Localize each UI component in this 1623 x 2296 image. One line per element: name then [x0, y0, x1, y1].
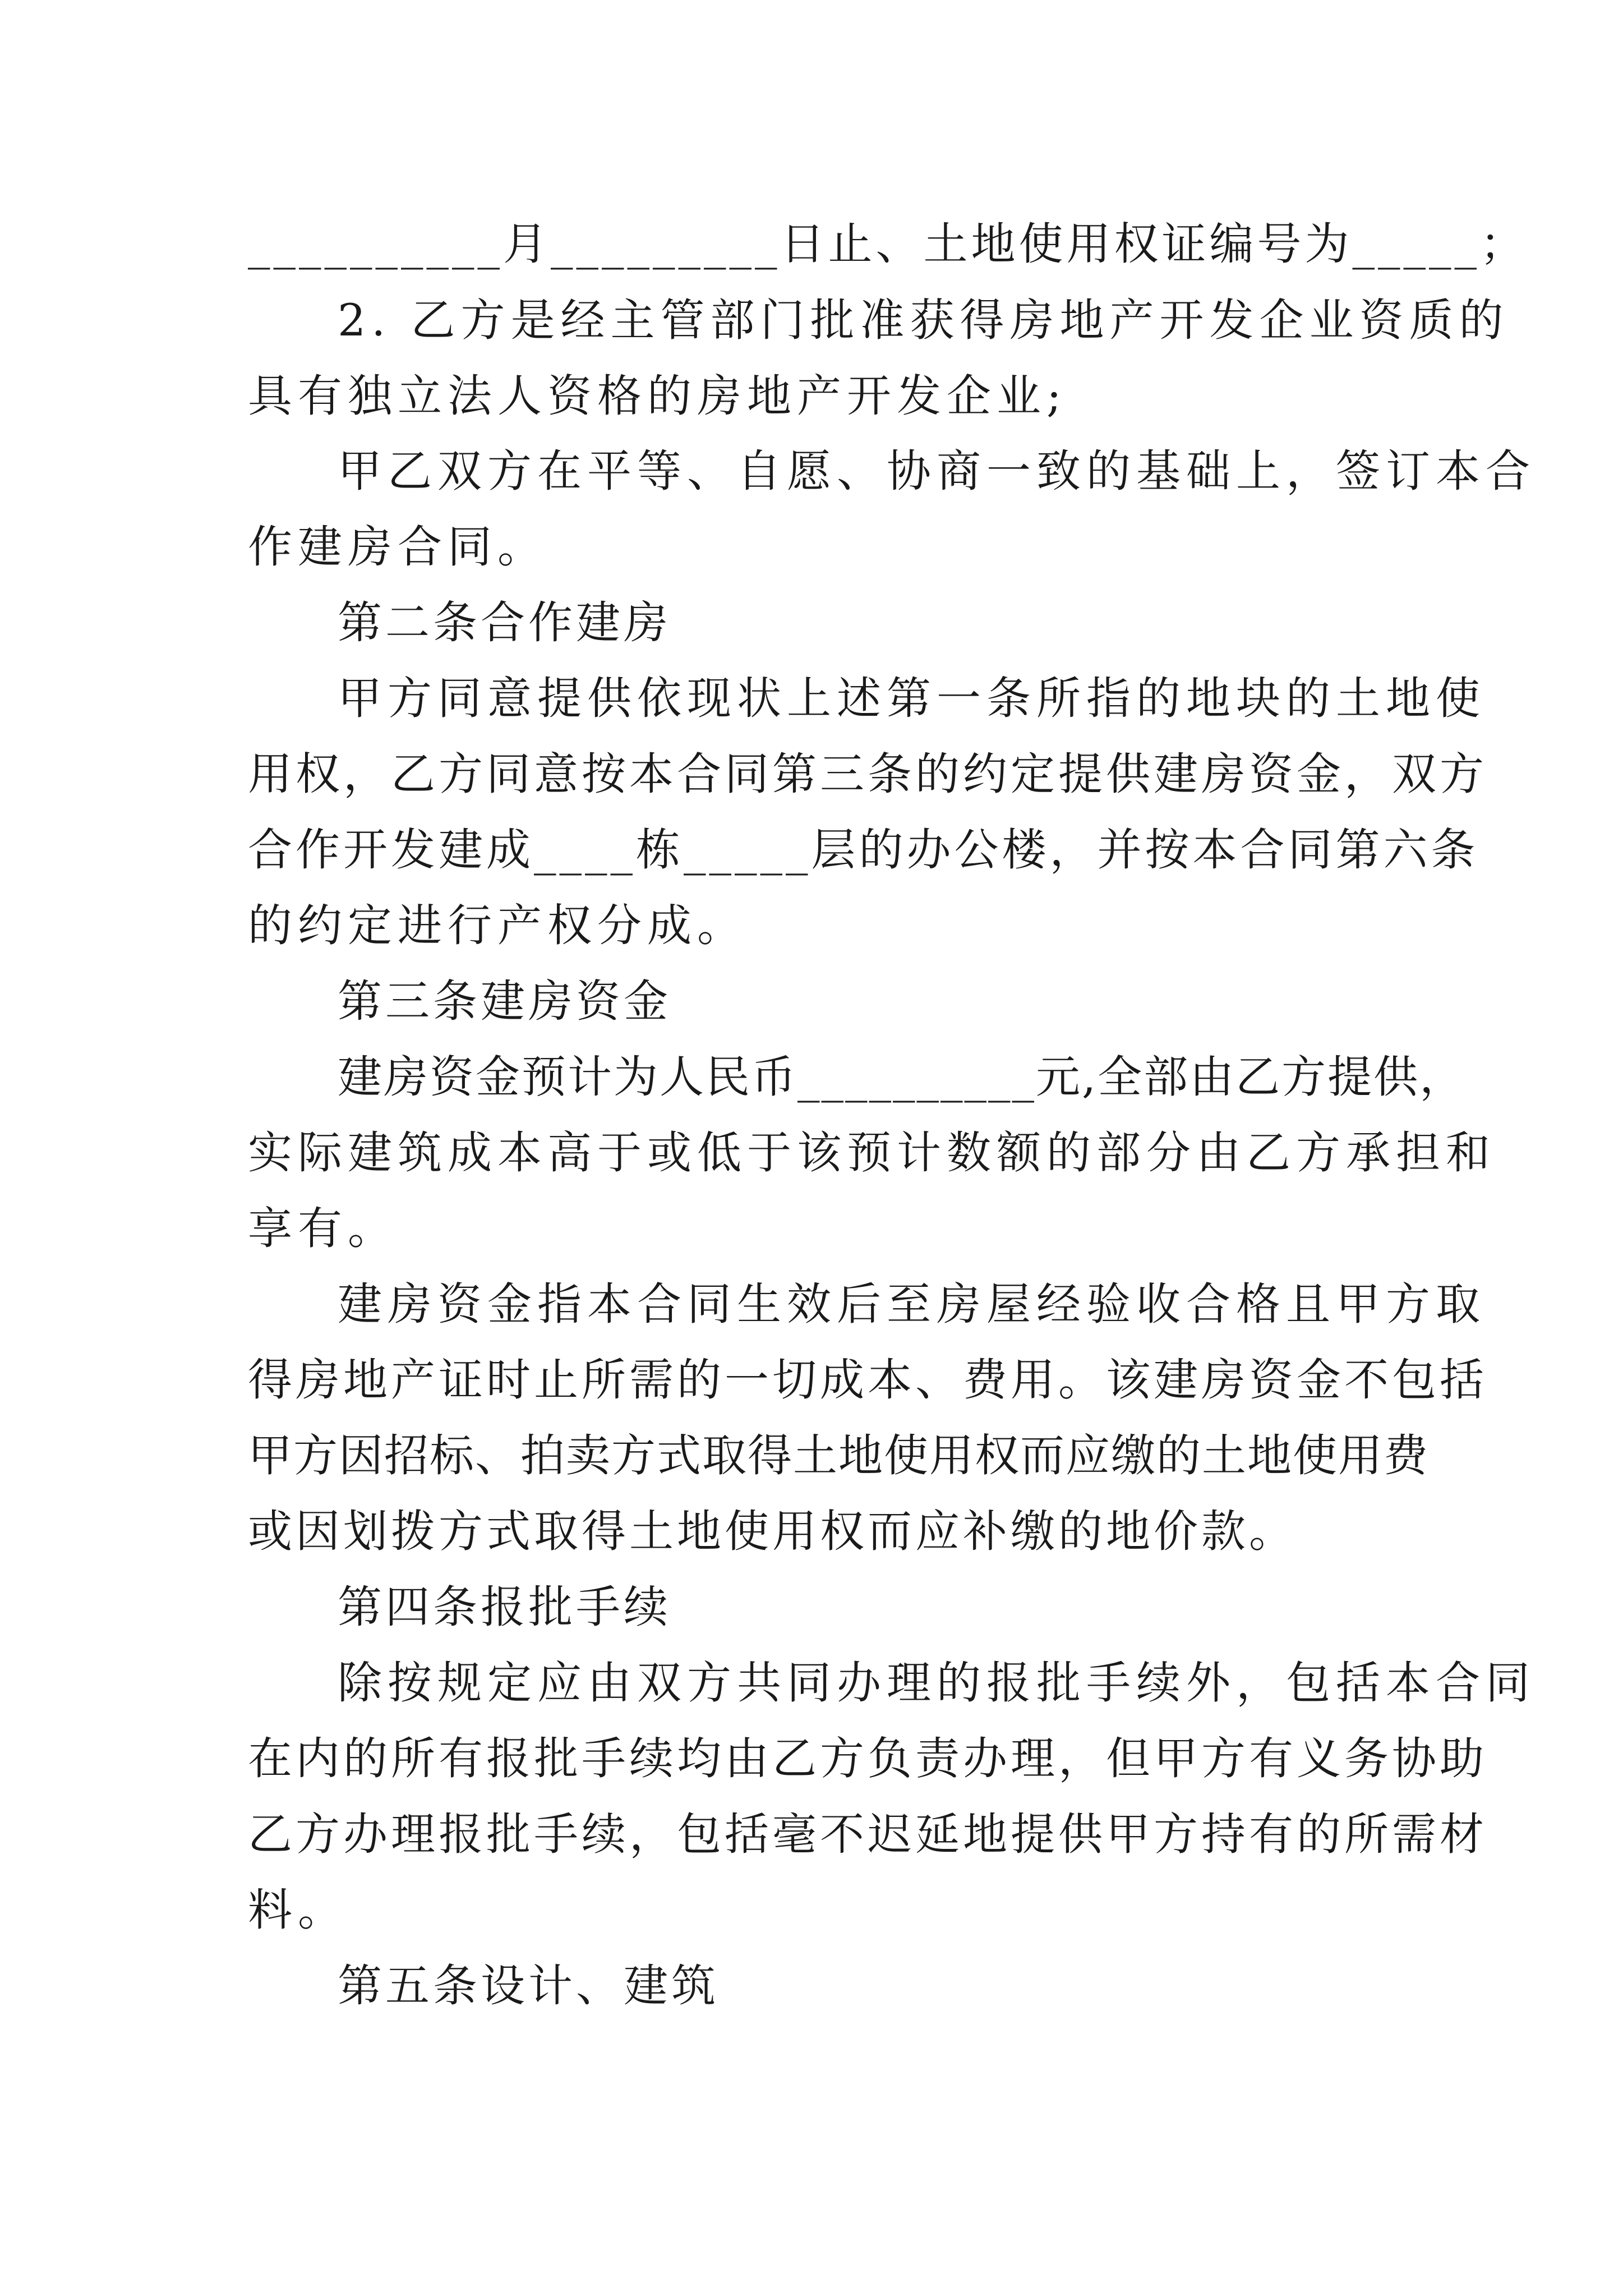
text-line: 建房资金预计为人民币__________元,全部由乙方提供，: [338, 1051, 1466, 1103]
text-line: 享有。: [248, 1203, 398, 1254]
text-line: 或因划拨方式取得土地使用权而应补缴的地价款。: [248, 1506, 1297, 1557]
text-line: 除按规定应由双方共同办理的报批手续外，包括本合同: [338, 1657, 1536, 1709]
text-line: 甲乙双方在平等、自愿、协商一致的基础上，签订本合: [338, 445, 1536, 497]
text-line: 料。: [248, 1884, 348, 1936]
section-heading: 第三条建房资金: [338, 976, 671, 1027]
section-heading: 第二条合作建房: [338, 597, 671, 648]
section-heading: 第四条报批手续: [338, 1581, 671, 1633]
text-line: 在内的所有报批手续均由乙方负责办理，但甲方有义务协助: [248, 1733, 1487, 1784]
text-line: 甲方同意提供依现状上述第一条所指的地块的土地使: [338, 673, 1486, 724]
text-line: 用权，乙方同意按本合同第三条的约定提供建房资金，双方: [248, 748, 1487, 800]
text-line: 2. 乙方是经主管部门批准获得房地产开发企业资质的: [338, 295, 1509, 346]
text-line: 具有独立法人资格的房地产开发企业;: [248, 370, 1067, 422]
text-line: 得房地产证时止所需的一切成本、费用。该建房资金不包括: [248, 1354, 1487, 1406]
document-page: [248, 0, 1536, 2296]
text-line: __________月_________日止、土地使用权证编号为_____；: [248, 218, 1528, 270]
text-line: 的约定进行产权分成。: [248, 900, 747, 951]
text-line: 乙方办理报批手续，包括毫不迟延地提供甲方持有的所需材: [248, 1809, 1487, 1860]
text-line: 作建房合同。: [248, 521, 547, 573]
text-line: 实际建筑成本高于或低于该预计数额的部分由乙方承担和: [248, 1127, 1496, 1179]
text-line: 甲方因招标、拍卖方式取得土地使用权而应缴的土地使用费: [248, 1430, 1429, 1481]
text-line: 建房资金指本合同生效后至房屋经验收合格且甲方取: [338, 1278, 1486, 1330]
text-line: 合作开发建成____栋_____层的办公楼，并按本合同第六条: [248, 824, 1479, 876]
section-heading: 第五条设计、建筑: [338, 1960, 719, 2012]
